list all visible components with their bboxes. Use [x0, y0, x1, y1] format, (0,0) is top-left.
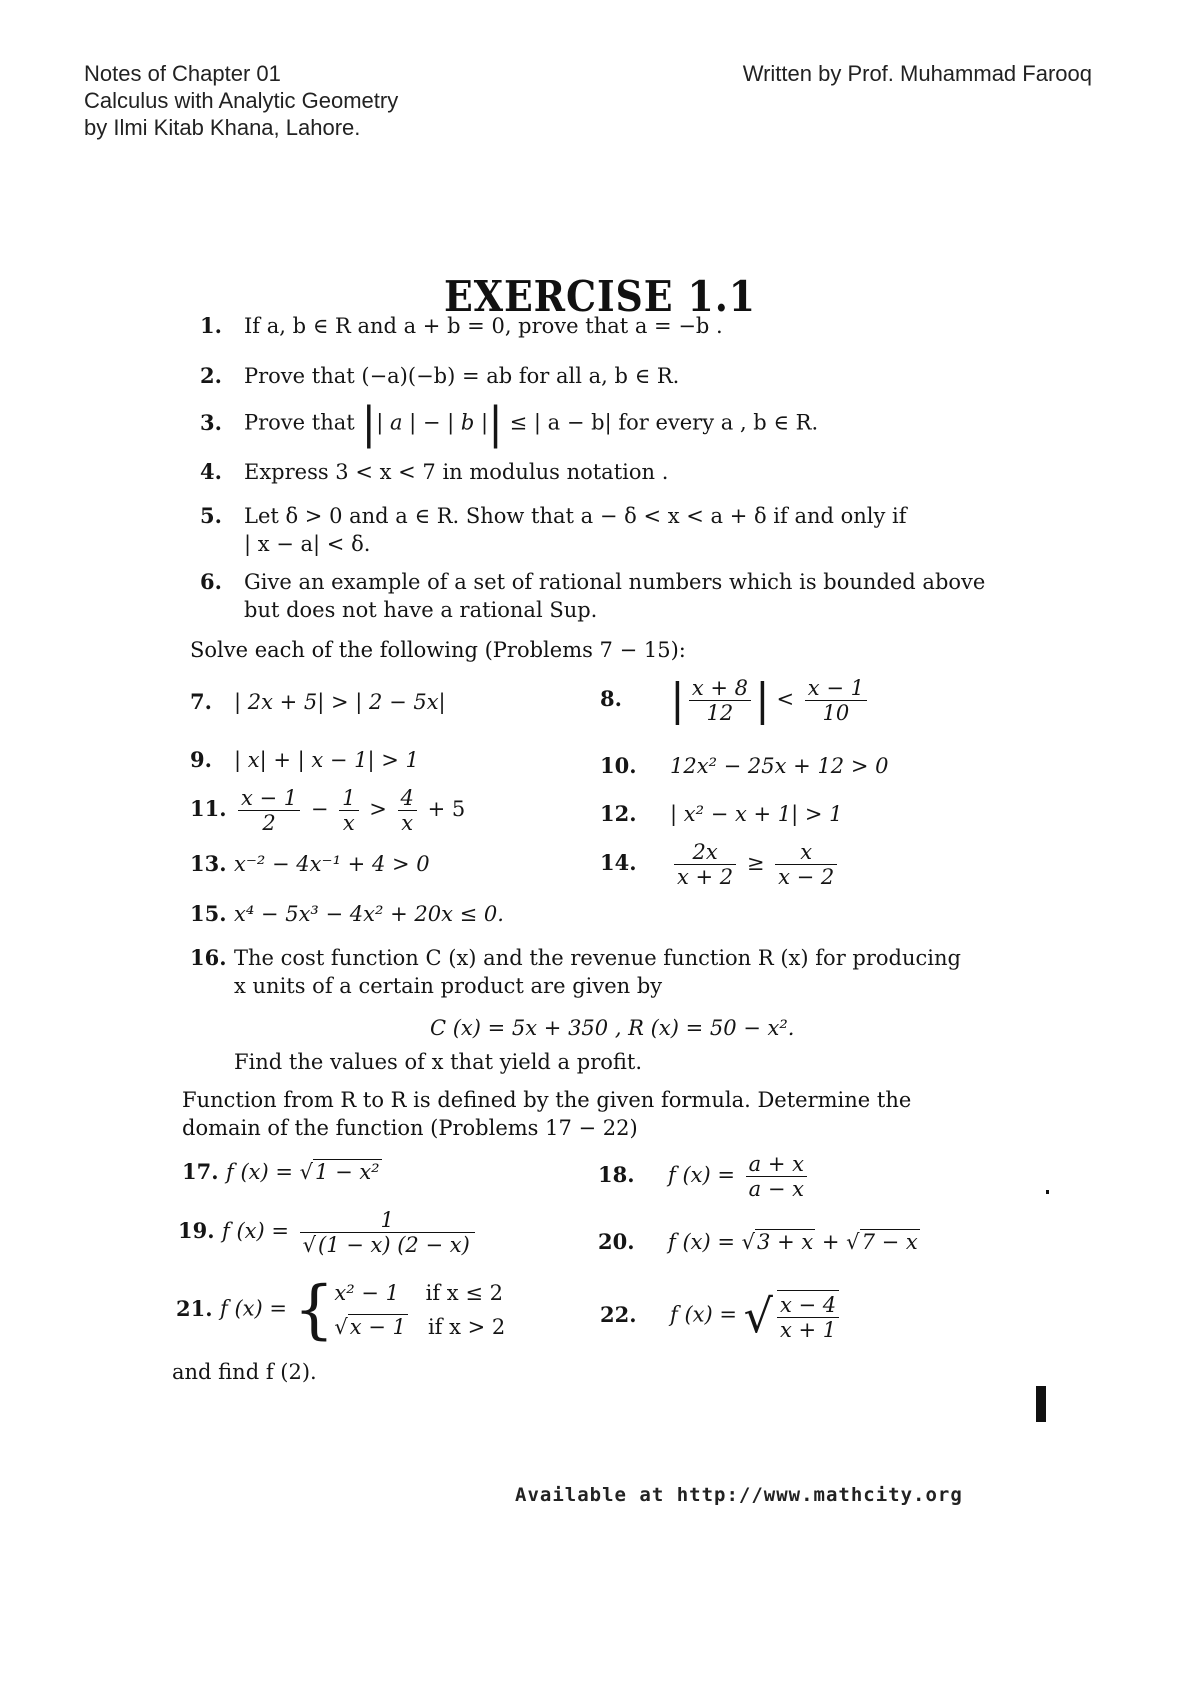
problem-text-line2: x units of a certain product are given by — [234, 974, 663, 998]
case-1-expression: x² − 1 — [334, 1281, 399, 1305]
problem-8: 8. | $\frac{x + 8}{12}$ | < $\frac{x - 1}{10}$ — [600, 676, 871, 725]
operator: > — [369, 797, 387, 821]
problem-11 — [190, 786, 465, 835]
function-lhs: f (x) = — [220, 1296, 287, 1321]
fraction-denominator: (1 − x) (2 − x) — [318, 1233, 470, 1257]
problem-1 — [200, 312, 723, 340]
problem-number: 6. — [200, 569, 222, 594]
instruction-domain-line1: Function from R to R is defined by the given formula. Determine the — [182, 1088, 912, 1112]
problem-expression: | x² − x + 1| > 1 — [670, 802, 843, 826]
instruction-solve: Solve each of the following (Problems 7 − 15): — [190, 638, 686, 662]
problem-13 — [190, 850, 430, 878]
problem-3: 3. Prove that || a | − | b || ≤ | a − b| for every a , b ∈ R. — [200, 398, 819, 449]
problem-number: 10. — [600, 753, 637, 778]
relation-symbol: < — [776, 687, 795, 711]
problem-16-question: Find the values of x that yield a profit. — [234, 1050, 642, 1074]
fraction-denominator: 12 — [689, 700, 751, 725]
fraction-denominator: a − x — [746, 1176, 807, 1201]
problem-21 — [176, 1273, 506, 1347]
header-chapter: Notes of Chapter 01 — [84, 61, 281, 86]
problem-number: 13. — [190, 851, 227, 876]
problem-expression: 12x² − 25x + 12 > 0 — [670, 754, 889, 778]
problem-number: 20. — [598, 1229, 635, 1254]
problem-number: 8. — [600, 686, 622, 711]
problem-number: 1. — [200, 313, 222, 338]
problem-number: 12. — [600, 801, 637, 826]
fraction-numerator: x − 1 — [241, 786, 298, 810]
problem-22: 22. f (x) = √ $\frac{x - 4}{x + 1}$ — [600, 1290, 843, 1342]
case-2-expression: x − 1 — [349, 1315, 406, 1339]
scan-mark — [1036, 1386, 1046, 1422]
problem-number: 4. — [200, 459, 222, 484]
function-lhs: f (x) = — [226, 1160, 293, 1184]
fraction-denominator: x — [398, 810, 417, 835]
function-lhs: f (x) = — [668, 1163, 735, 1187]
fraction-denominator: x + 1 — [777, 1317, 839, 1342]
problem-text: Prove that — [244, 410, 355, 435]
problem-text-line2: but does not have a rational Sup. — [244, 598, 598, 622]
problem-text: Prove that (−a)(−b) = ab for all a, b ∈ R. — [244, 364, 680, 388]
problem-number: 18. — [598, 1162, 635, 1187]
problem-10 — [600, 752, 888, 780]
case-2-condition: if x > 2 — [427, 1315, 506, 1339]
header-publisher: by Ilmi Kitab Khana, Lahore. — [84, 115, 361, 140]
problem-number: 17. — [182, 1159, 219, 1184]
scan-mark — [1046, 1190, 1049, 1194]
problem-9 — [190, 746, 419, 774]
radicand: 1 − x² — [315, 1160, 380, 1184]
problem-number: 5. — [200, 503, 222, 528]
problem-number: 9. — [190, 747, 212, 772]
instruction-domain-line2: domain of the function (Problems 17 − 22) — [182, 1116, 638, 1140]
problem-number: 7. — [190, 689, 212, 714]
fraction-numerator: x — [800, 840, 813, 864]
page-title: EXERCISE 1.1 — [444, 272, 756, 321]
problem-14 — [600, 840, 841, 889]
problem-20: 20. f (x) = √3 + x + √7 − x — [598, 1229, 918, 1254]
problem-6 — [200, 568, 985, 624]
fraction-denominator: x + 2 — [674, 864, 736, 889]
problem-12 — [600, 800, 843, 828]
fraction-denominator: x − 2 — [775, 864, 837, 889]
problem-18 — [598, 1152, 811, 1201]
header-book: Calculus with Analytic Geometry — [84, 88, 399, 113]
footer-source: Available at http://www.mathcity.org — [515, 1484, 963, 1506]
problem-expression: x⁴ − 5x³ − 4x² + 20x ≤ 0. — [234, 902, 504, 926]
fraction-numerator: x − 1 — [807, 676, 864, 700]
fraction-numerator: a + x — [748, 1152, 804, 1176]
problem-expression: | 2x + 5| > | 2 − 5x| — [234, 690, 446, 714]
function-lhs: f (x) = — [668, 1230, 735, 1254]
radicand: 7 − x — [861, 1230, 918, 1254]
problem-2 — [200, 362, 679, 390]
problem-17: 17. f (x) = √1 − x² — [182, 1159, 380, 1184]
problem-number: 21. — [176, 1295, 213, 1321]
problem-text-tail: ≤ | a − b| for every a , b ∈ R. — [509, 410, 819, 435]
instruction-domain — [182, 1086, 1012, 1142]
problem-expression: | a | − | b | — [376, 410, 489, 435]
problem-text-line2: | x − a| < δ. — [244, 532, 371, 556]
problem-number: 16. — [190, 945, 227, 970]
operator: + — [821, 1230, 840, 1254]
problem-7 — [190, 688, 446, 716]
case-1-condition: if x ≤ 2 — [425, 1281, 503, 1305]
problem-text: Express 3 < x < 7 in modulus notation . — [244, 460, 669, 484]
problem-number: 2. — [200, 363, 222, 388]
problem-text: If a, b ∈ R and a + b = 0, prove that a = −b . — [244, 314, 723, 338]
fraction-numerator: 1 — [342, 786, 356, 810]
fraction-numerator: 1 — [380, 1208, 394, 1232]
fraction-denominator: 10 — [805, 700, 867, 725]
fraction-numerator: 2x — [692, 840, 718, 864]
fraction-denominator: x — [339, 810, 358, 835]
piecewise-cases: x² − 1 if x ≤ 2 √x − 1 if x > 2 — [334, 1281, 506, 1339]
problem-number: 19. — [178, 1218, 215, 1243]
operator: − — [310, 797, 329, 821]
problem-text-line1: Let δ > 0 and a ∈ R. Show that a − δ < x < a + δ if and only if — [244, 504, 907, 528]
problem-number: 15. — [190, 901, 227, 926]
radicand: 3 + x — [757, 1230, 814, 1254]
problem-4 — [200, 458, 668, 486]
problem-number: 3. — [200, 409, 222, 435]
brace: { — [293, 1273, 335, 1347]
problem-number: 11. — [190, 796, 227, 821]
problem-text-line1: Give an example of a set of rational numbers which is bounded above — [244, 570, 986, 594]
problem-16 — [190, 944, 961, 1000]
function-lhs: f (x) = — [670, 1302, 737, 1327]
problem-19: 19. f (x) = $\frac{1}{√(1 - x) (2 - x)}$ — [178, 1208, 479, 1257]
fraction-numerator: 4 — [400, 786, 414, 810]
problem-5 — [200, 502, 907, 558]
problem-number: 22. — [600, 1301, 637, 1327]
relation-symbol: ≥ — [746, 851, 765, 875]
problem-expression: | x| + | x − 1| > 1 — [234, 748, 419, 772]
problem-21-tail: and find f (2). — [172, 1360, 317, 1384]
problem-15 — [190, 900, 504, 928]
fraction-numerator: x − 4 — [779, 1293, 837, 1317]
header-author: Written by Prof. Muhammad Farooq — [742, 61, 1092, 86]
fraction-numerator: x + 8 — [691, 676, 748, 700]
problem-expression: x⁻² − 4x⁻¹ + 4 > 0 — [234, 852, 430, 876]
header-left — [84, 60, 398, 141]
problem-16-formula: C (x) = 5x + 350 , R (x) = 50 − x². — [430, 1016, 795, 1040]
problem-number: 14. — [600, 850, 637, 875]
problem-text-line1: The cost function C (x) and the revenue function R (x) for producing — [234, 946, 961, 970]
fraction-denominator: 2 — [238, 810, 300, 835]
function-lhs: f (x) = — [222, 1219, 289, 1243]
expression-tail: + 5 — [427, 797, 466, 821]
